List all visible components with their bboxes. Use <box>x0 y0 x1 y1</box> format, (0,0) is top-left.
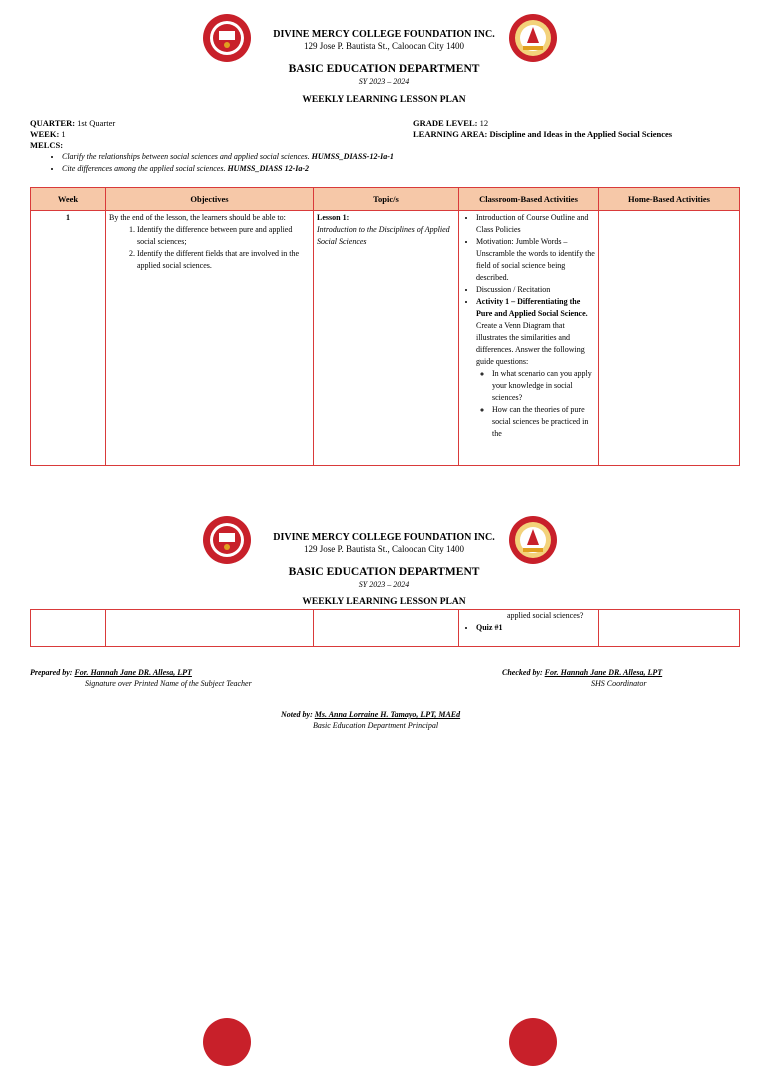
school-address: 129 Jose P. Bautista St., Caloocan City 1400 <box>303 544 464 554</box>
melcs-list <box>44 151 662 175</box>
week-value: 1 <box>61 129 66 139</box>
header-objectives: Objectives <box>106 188 314 211</box>
activity-item: • Introduction of Course Outline and Class Policies <box>476 212 595 236</box>
melcs-label: MELCS: <box>30 140 64 150</box>
objective-item: 1. Identify the difference between pure and applied social sciences; <box>137 224 310 248</box>
school-year: SY 2023 – 2024 <box>358 77 410 86</box>
topic-title: Introduction to the Disciplines of Applied Social Sciences <box>317 225 450 246</box>
home-activities-cell <box>599 610 740 647</box>
school-year: SY 2023 – 2024 <box>358 580 410 589</box>
topic-label: Lesson 1: <box>317 213 350 222</box>
school-name: DIVINE MERCY COLLEGE FOUNDATION INC. <box>273 29 495 40</box>
checked-by <box>502 668 662 677</box>
department-seal-right-icon <box>508 1017 558 1067</box>
week-cell <box>31 610 106 647</box>
prepared-label: Prepared by: <box>30 668 73 677</box>
classroom-activities-cell <box>459 211 599 466</box>
activity-item: • Activity 1 – Differentiating the Pure and Applied Social Science. Create a Venn Diagram that illustrates the similarities and differences. Answer the following guide questions: ◦ In what scenario can you apply your knowledge in social sciences? ◦ How can the theories of pure social sciences be practiced in the <box>476 296 595 440</box>
checked-label: Checked by: <box>502 668 543 677</box>
lesson-plan-table-continued <box>30 609 740 647</box>
guide-question-continued: applied social sciences? <box>507 611 584 620</box>
topic-cell <box>314 610 459 647</box>
header-week: Week <box>31 188 106 211</box>
objective-item: 2. Identify the different fields that are involved in the applied social sciences. <box>137 248 310 272</box>
grade-label: GRADE LEVEL: <box>413 118 478 128</box>
home-activities-cell <box>599 211 740 466</box>
grade-value: 12 <box>479 118 489 128</box>
guide-question: ◦ How can the theories of pure social sciences be practiced in the <box>492 404 595 440</box>
activity-item: • Discussion / Recitation <box>476 284 595 296</box>
noted-role: Basic Education Department Principal <box>313 721 439 730</box>
topic-cell <box>314 211 459 466</box>
activity-item: • Motivation: Jumble Words – Unscramble the words to identify the field of social science being described. <box>476 236 595 284</box>
lesson-plan-table <box>30 187 740 466</box>
header-classroom-activities: Classroom-Based Activities <box>459 188 599 211</box>
noted-name: Ms. Anna Lorraine H. Tamayo, LPT, MAEd <box>314 710 461 719</box>
plan-title: WEEKLY LEARNING LESSON PLAN <box>302 95 466 105</box>
objectives-cell <box>106 211 314 466</box>
quarter-label: QUARTER: <box>30 118 76 128</box>
week-cell: 1 <box>31 211 106 466</box>
melc-item: • Cite differences among the applied social sciences. HUMSS_DIASS 12-Ia-2 <box>62 163 662 175</box>
learning-area-line <box>413 129 672 139</box>
plan-title: WEEKLY LEARNING LESSON PLAN <box>302 597 466 607</box>
melc-item: • Clarify the relationships between social sciences and applied social sciences. HUMSS_DIASS-12-Ia-1 <box>62 151 662 163</box>
prepared-name: For. Hannah Jane DR. Allesa, LPT <box>74 668 192 677</box>
department-title: BASIC EDUCATION DEPARTMENT <box>288 63 480 75</box>
quarter-line <box>30 118 115 128</box>
header-topics: Topic/s <box>314 188 459 211</box>
noted-by <box>281 710 460 719</box>
college-seal-left-icon <box>202 1017 252 1067</box>
prepared-role: Signature over Printed Name of the Subject Teacher <box>85 679 252 688</box>
school-name: DIVINE MERCY COLLEGE FOUNDATION INC. <box>273 532 495 543</box>
checked-role: SHS Coordinator <box>591 679 647 688</box>
grade-line <box>413 118 488 128</box>
week-line <box>30 129 66 139</box>
guide-question: ◦ In what scenario can you apply your knowledge in social sciences? <box>492 368 595 404</box>
objectives-intro: By the end of the lesson, the learners should be able to: <box>109 213 286 222</box>
header-home-activities: Home-Based Activities <box>599 188 740 211</box>
classroom-activities-cell <box>459 610 599 647</box>
objectives-cell <box>106 610 314 647</box>
checked-name: For. Hannah Jane DR. Allesa, LPT <box>544 668 663 677</box>
learning-area-value: Discipline and Ideas in the Applied Social Sciences <box>489 129 673 139</box>
week-label: WEEK: <box>30 129 60 139</box>
school-address: 129 Jose P. Bautista St., Caloocan City 1400 <box>303 41 464 51</box>
learning-area-label: LEARNING AREA: <box>413 129 488 139</box>
prepared-by <box>30 668 192 677</box>
department-title: BASIC EDUCATION DEPARTMENT <box>288 566 480 578</box>
quiz-item: • Quiz #1 <box>476 622 595 634</box>
quarter-value: 1st Quarter <box>77 118 116 128</box>
noted-label: Noted by: <box>281 710 313 719</box>
